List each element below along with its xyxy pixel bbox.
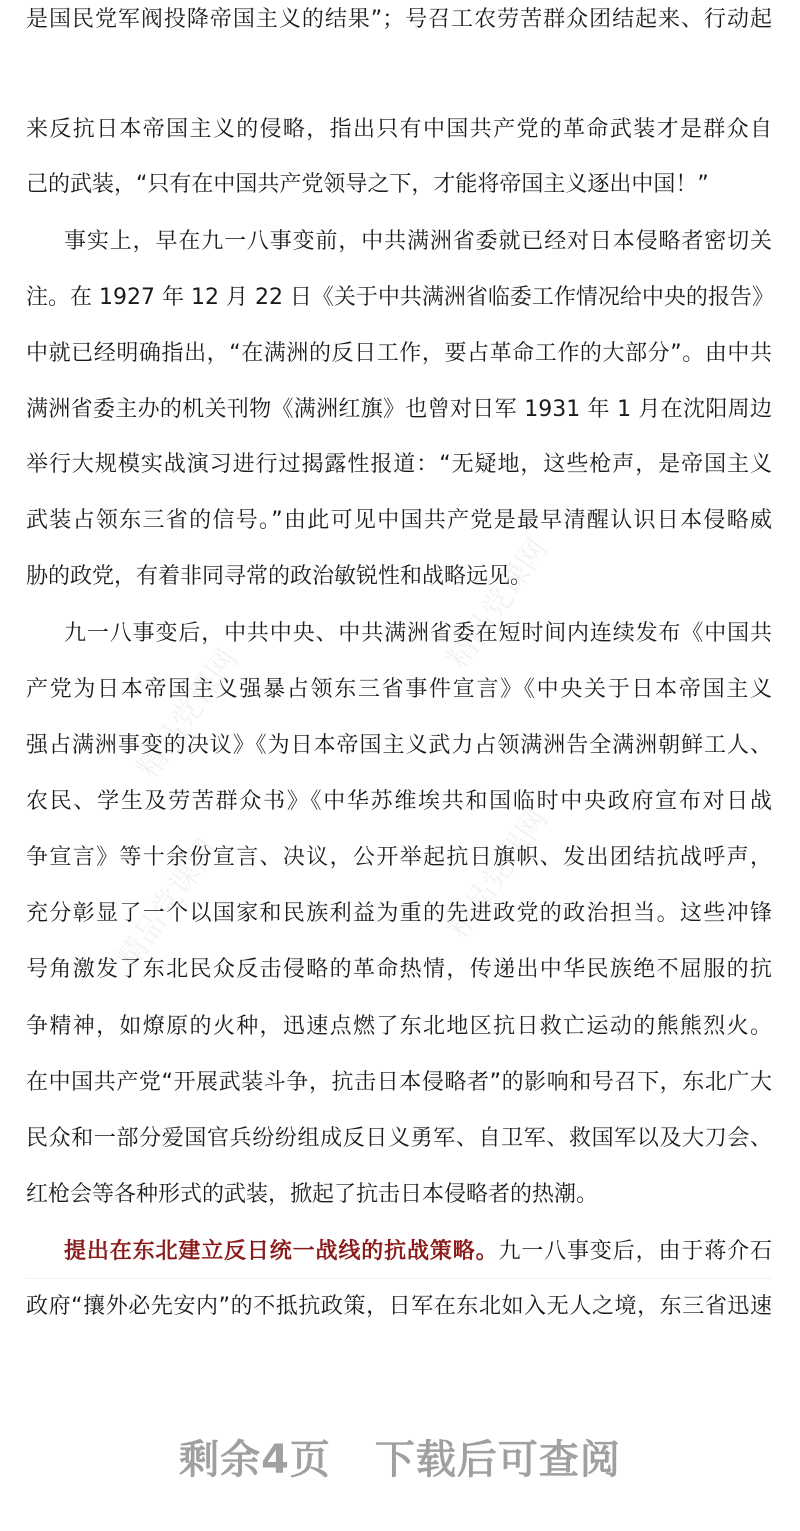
text-line: 强占满洲事变的决议》《为日本帝国主义武力占领满洲告全满洲朝鲜工人、 [26,733,772,758]
watermark: 精品党课网 [440,802,556,946]
page-divider [26,1278,772,1279]
text-line: 武装占领东三省的信号。”由此可见中国共产党是最早清醒认识日本侵略威 [26,508,772,533]
text-line: 举行大规模实战演习进行过揭露性报道：“无疑地，这些枪声，是帝国主义 [26,452,772,477]
watermark: 精品党课网 [440,532,556,676]
text-line: 是国民党军阀投降帝国主义的结果”；号召工农劳苦群众团结起来、行动起 [26,7,772,32]
text-line: 满洲省委主办的机关刊物《满洲红旗》也曾对日军 1931 年 1 月在沈阳周边 [26,397,772,422]
text-line: 在中国共产党“开展武装斗争，抗击日本侵略者”的影响和号召下，东北广大 [26,1070,772,1095]
watermark: 精品党课网 [130,642,246,786]
text-line: 己的武装，“只有在中国共产党领导之下，才能将帝国主义逐出中国！” [26,172,709,197]
download-prompt[interactable] [0,1428,800,1485]
text-line: 争精神，如燎原的火种，迅速点燃了东北地区抗日救亡运动的熊熊烈火。 [26,1014,772,1039]
text-line: 农民、学生及劳苦群众书》《中华苏维埃共和国临时中央政府宣布对日战 [26,789,772,814]
text-line: 注。在 1927 年 12 月 22 日《关于中共满洲省临委工作情况给中央的报告》 [26,285,774,310]
text-line: 充分彰显了一个以国家和民族利益为重的先进政党的政治担当。这些冲锋 [26,901,772,926]
text-line: 九一八事变后，中共中央、中共满洲省委在短时间内连续发布《中国共 [64,621,772,646]
text-line: 中就已经明确指出，“在满洲的反日工作，要占革命工作的大部分”。由中共 [26,341,772,366]
section-heading: 提出在东北建立反日统一战线的抗战策略。 [64,1239,499,1264]
watermark: 精品党课网 [110,832,226,976]
text-line: 民众和一部分爱国官兵纷纷组成反日义勇军、自卫军、救国军以及大刀会、 [26,1126,772,1151]
text-line: 事实上，早在九一八事变前，中共满洲省委就已经对日本侵略者密切关 [64,229,772,254]
remaining-pages-text: 剩余4页 [179,1437,331,1483]
line-text: 九一八事变后，由于蒋介石 [498,1239,772,1264]
text-line: 胁的政党，有着非同寻常的政治敏锐性和战略远见。 [26,564,533,589]
text-line [26,1237,772,1267]
download-to-view-text[interactable]: 下载后可查阅 [374,1437,621,1483]
text-line: 产党为日本帝国主义强暴占领东三省事件宣言》《中央关于日本帝国主义 [26,677,772,702]
text-line: 来反抗日本帝国主义的侵略，指出只有中国共产党的革命武装才是群众自 [26,117,772,142]
text-line: 号角激发了东北民众反击侵略的革命热情，传递出中华民族绝不屈服的抗 [26,957,772,982]
text-line: 政府“攘外必先安内”的不抵抗政策，日军在东北如入无人之境，东三省迅速 [26,1294,772,1319]
text-line: 红枪会等各种形式的武装，掀起了抗击日本侵略者的热潮。 [26,1182,599,1207]
text-line: 争宣言》等十余份宣言、决议，公开举起抗日旗帜、发出团结抗战呼声， [26,845,772,870]
